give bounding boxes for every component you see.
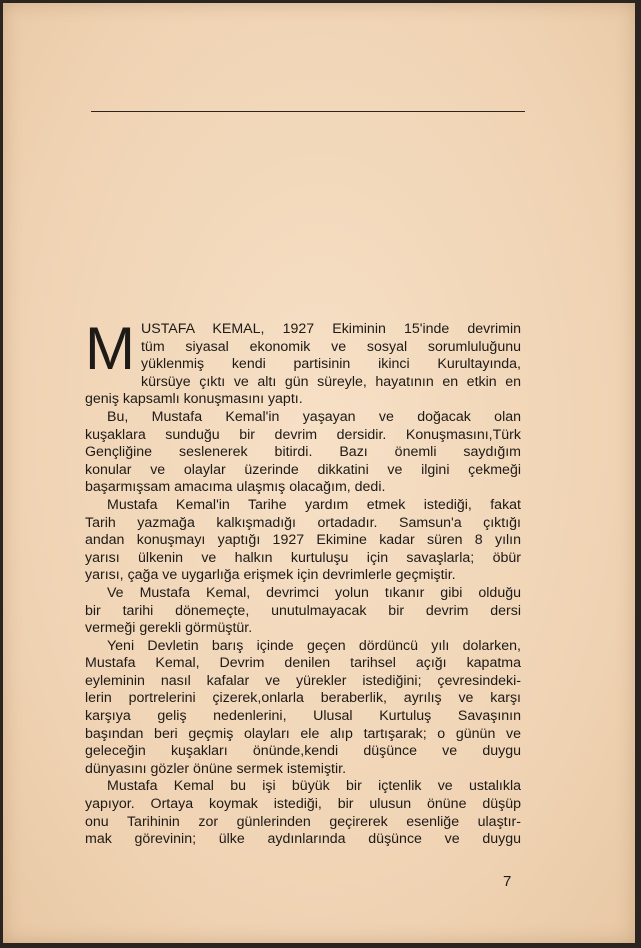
book-page — [3, 3, 635, 943]
text-line: mak görevinin; ülke aydınlarında düşünce ve duygu — [85, 831, 521, 848]
text-line: andan konuşmayı yaptığı 1927 Ekimine kadar süren 8 yılın — [85, 532, 521, 549]
text-line: Mustafa Kemal, Devrim denilen tarihsel açığı kapatma — [85, 655, 521, 672]
drop-cap: M — [85, 315, 135, 382]
text-line: konular ve olaylar üzerinde dikkatini ve ilgini çekmeği — [85, 461, 521, 478]
text-line: onu Tarihinin zor günlerinden geçirerek esenliğe ulaştır- — [85, 813, 521, 830]
text-line: Mustafa Kemal bu işi büyük bir içtenlik ve ustalıkla — [107, 778, 521, 795]
text-line: kuşaklara sunduğu bir devrim dersidir. Konuşmasını,Türk — [85, 426, 521, 443]
text-line: başarmışsam amacıma ulaşmış olacağım, dedi. — [85, 479, 386, 496]
text-line: USTAFA KEMAL, 1927 Ekiminin 15'inde devrimin — [140, 321, 521, 337]
text-line: bir tarihi dönemeçte, unutulmayacak bir devrim dersi — [85, 602, 521, 619]
top-rule — [91, 111, 525, 112]
text-line: yarısı, çağa ve uygarlığa erişmek için devrimlerle geçmiştir. — [85, 567, 456, 584]
text-line: Gençliğine seslenerek bitirdi. Bazı önemli saydığım — [85, 444, 521, 461]
page-number: 7 — [503, 873, 512, 890]
text-line: geleceğin kuşakları önünde,kendi düşünce ve duygu — [85, 743, 521, 760]
text-line: eyleminin nasıl kafalar ve yürekler istediğini; çevresindeki- — [85, 672, 521, 689]
text-line: başından beri geçmiş olayları ele alıp tartışarak; o günün ve — [85, 725, 521, 742]
text-line: vermeği gerekli görmüştür. — [85, 620, 253, 637]
text-line: geniş kapsamlı konuşmasını yaptı. — [85, 391, 303, 408]
text-line: lerin portrelerini çizerek,onlarla beraberlik, ayrılış ve karşı — [85, 690, 521, 707]
text-line: Ve Mustafa Kemal, devrimci yolun tıkanır gibi olduğu — [107, 584, 521, 601]
text-line: yüklenmiş kendi partisinin ikinci Kurultayında, — [140, 356, 521, 373]
body-text — [85, 315, 521, 849]
text-line: yapıyor. Ortaya koymak istediği, bir ulusun önüne düşüp — [85, 796, 521, 813]
text-line: Mustafa Kemal'in Tarihe yardım etmek istediği, fakat — [107, 496, 521, 513]
text-line: Yeni Devletin barış içinde geçen dördüncü yılı dolarken, — [107, 637, 521, 654]
text-line: tüm siyasal ekonomik ve sosyal sorumluluğunu — [140, 338, 521, 355]
text-line: Bu, Mustafa Kemal'in yaşayan ve doğacak olan — [107, 408, 521, 425]
text-line: yarısı ülkenin ve halkın kurtuluşu için savaşlarla; öbür — [85, 549, 521, 566]
text-line: dünyasını gözler önüne sermek istemiştir. — [85, 760, 347, 777]
text-line: kürsüye çıktı ve altı gün süreyle, hayatının en etkin en — [140, 373, 521, 390]
text-line: karşıya geliş nedenlerini, Ulusal Kurtuluş Savaşının — [85, 708, 521, 725]
text-line: Tarih yazmağa kalkışmadığı ortadadır. Samsun'a çıktığı — [85, 514, 521, 531]
